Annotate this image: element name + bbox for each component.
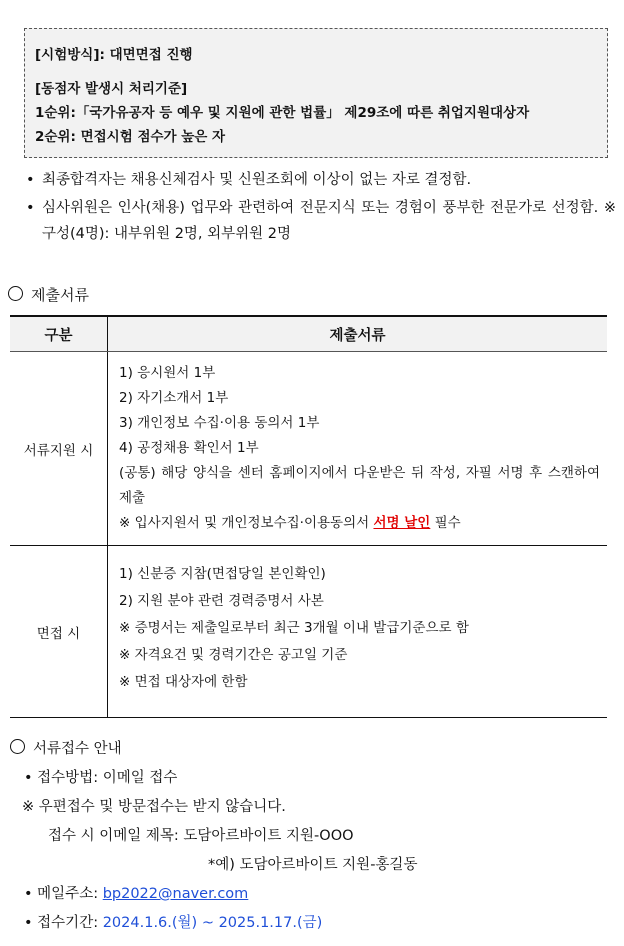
header-category: 구분	[10, 316, 108, 352]
row-docs-application	[108, 352, 608, 546]
receipt-section-title: 서류접수 안내	[10, 735, 610, 764]
row-docs-interview	[108, 546, 608, 718]
bullet-final-pass	[24, 167, 616, 193]
signature-note: ※ 입사지원서 및 개인정보수집·이용동의서 서명 날인 필수	[119, 515, 461, 531]
table-row	[10, 546, 607, 718]
receipt-period: • 접수기간: 2024.1.6.(월) ~ 2025.1.17.(금)	[24, 915, 323, 931]
table-header-row	[10, 316, 607, 352]
list-item: 1) 신분증 지참(면접당일 본인확인)	[119, 566, 326, 582]
exam-method: [시험방식]: 대면면접 진행	[35, 47, 193, 63]
bullet-text: 최종합격자는 채용신체검사 및 신원조회에 이상이 없는 자로 결정함.	[42, 172, 472, 188]
documents-table	[10, 315, 607, 718]
bullet-text: 심사위원은 인사(채용) 업무와 관련하여 전문지식 또는 경험이 풍부한 전문가로 선정함. ※ 구성(4명): 내부위원 2명, 외부위원 2명	[42, 200, 616, 242]
list-item: 3) 개인정보 수집·이용 동의서 1부	[119, 415, 320, 431]
table-row	[10, 352, 607, 546]
bullet-dot: •	[26, 200, 35, 216]
list-item: ※ 증명서는 제출일로부터 최근 3개월 이내 발급기준으로 함	[119, 620, 469, 636]
list-item: 2) 지원 분야 관련 경력증명서 사본	[119, 593, 324, 609]
header-docs: 제출서류	[108, 316, 608, 352]
circle-icon	[8, 286, 23, 301]
selection-bullets	[24, 167, 616, 249]
list-item: ※ 자격요건 및 경력기간은 공고일 기준	[119, 647, 348, 663]
priority-1: 1순위:「국가유공자 등 예우 및 지원에 관한 법률」 제29조에 따른 취업지원대상자	[35, 105, 530, 121]
receipt-method: • 접수방법: 이메일 접수	[24, 770, 178, 786]
receipt-period-value: 2024.1.6.(월) ~ 2025.1.17.(금)	[102, 915, 323, 931]
receipt-example: *예) 도담아르바이트 지원-홍길동	[208, 857, 418, 873]
receipt-email: • 메일주소: bp2022@naver.com	[24, 886, 249, 902]
tie-criteria-title: [동점자 발생시 처리기준]	[35, 81, 188, 97]
priority-2: 2순위: 면접시험 점수가 높은 자	[35, 129, 226, 145]
documents-section-title: 제출서류	[8, 284, 89, 306]
email-link[interactable]: bp2022@naver.com	[102, 886, 249, 902]
list-item: ※ 면접 대상자에 한함	[119, 674, 248, 690]
receipt-note: ※ 우편접수 및 방문접수는 받지 않습니다.	[22, 799, 286, 815]
receipt-subject-line: 접수 시 이메일 제목: 도담아르바이트 지원-OOO	[48, 828, 354, 844]
list-item: 1) 응시원서 1부	[119, 365, 216, 381]
circle-icon	[10, 739, 25, 754]
bullet-committee	[24, 195, 616, 247]
receipt-section	[10, 735, 610, 938]
row-category-application: 서류지원 시	[10, 352, 108, 546]
row-category-interview: 면접 시	[10, 546, 108, 718]
selection-notice-box	[24, 28, 608, 158]
signature-emphasis: 서명 날인	[373, 515, 431, 531]
list-item: 2) 자기소개서 1부	[119, 390, 229, 406]
list-item: (공통) 해당 양식을 센터 홈페이지에서 다운받은 뒤 작성, 자필 서명 후 스캔하여 제출	[119, 465, 600, 506]
bullet-dot: •	[26, 172, 35, 188]
list-item: 4) 공정채용 확인서 1부	[119, 440, 259, 456]
